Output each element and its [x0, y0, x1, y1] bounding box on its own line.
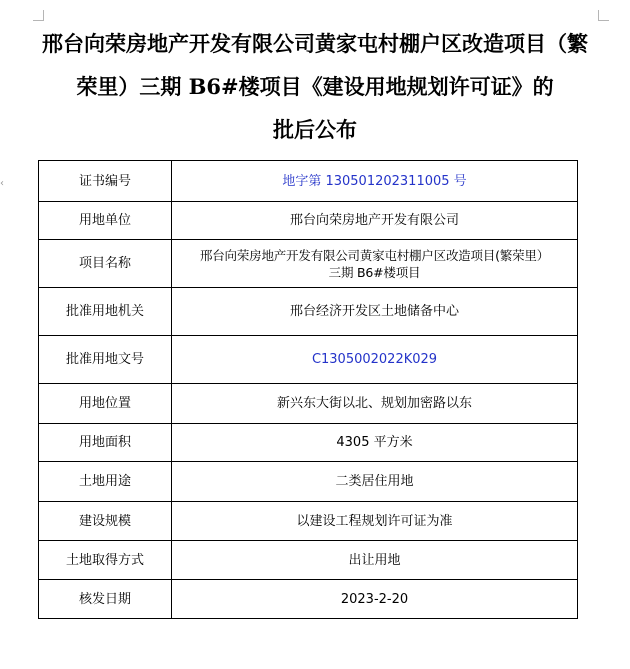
certificate-number-value: 地字第 130501202311005 号: [172, 161, 578, 202]
row-label: 项目名称: [39, 240, 172, 288]
row-label: 用地位置: [39, 384, 172, 424]
permit-info-table: [38, 160, 578, 619]
row-label: 批准用地文号: [39, 336, 172, 384]
project-name-line-2: 三期 B6#楼项目: [328, 264, 421, 280]
table-row-issue-date: [39, 580, 578, 619]
land-user-value: 邢台向荣房地产开发有限公司: [172, 202, 578, 240]
row-label: 用地面积: [39, 424, 172, 462]
table-row-construction-scale: [39, 502, 578, 541]
row-label: 批准用地机关: [39, 288, 172, 336]
issue-date-value: 2023-2-20: [172, 580, 578, 619]
page-margin-arrow-icon: ‹: [0, 178, 4, 189]
document-title-line-3: 批后公布: [273, 117, 357, 142]
land-location-value: 新兴东大街以北、规划加密路以东: [172, 384, 578, 424]
row-label: 土地取得方式: [39, 541, 172, 580]
table-row-land-user: [39, 202, 578, 240]
table-row-project-name: [39, 240, 578, 288]
land-area-value: 4305 平方米: [172, 424, 578, 462]
land-use-value: 二类居住用地: [172, 462, 578, 502]
project-name-value: [172, 240, 578, 288]
row-label: 用地单位: [39, 202, 172, 240]
table-row-approving-authority: [39, 288, 578, 336]
project-name-line-1: 邢台向荣房地产开发有限公司黄家屯村棚户区改造项目(繁荣里）: [199, 247, 550, 263]
document-title-line-1: 邢台向荣房地产开发有限公司黄家屯村棚户区改造项目（繁: [42, 31, 588, 56]
table-row-certificate-number: [39, 161, 578, 202]
approval-document-number-value: C1305002022K029: [172, 336, 578, 384]
row-label: 证书编号: [39, 161, 172, 202]
table-row-acquisition-method: [39, 541, 578, 580]
page-corner-mark-top-left: [33, 10, 44, 21]
document-title-line-2: 荣里）三期 B6#楼项目《建设用地规划许可证》的: [76, 74, 554, 99]
table-row-land-location: [39, 384, 578, 424]
page-corner-mark-top-right: [598, 10, 609, 21]
approving-authority-value: 邢台经济开发区土地储备中心: [172, 288, 578, 336]
row-label: 核发日期: [39, 580, 172, 619]
table-row-approval-document-number: [39, 336, 578, 384]
row-label: 建设规模: [39, 502, 172, 541]
acquisition-method-value: 出让用地: [172, 541, 578, 580]
construction-scale-value: 以建设工程规划许可证为准: [172, 502, 578, 541]
row-label: 土地用途: [39, 462, 172, 502]
table-row-land-area: [39, 424, 578, 462]
table-row-land-use: [39, 462, 578, 502]
